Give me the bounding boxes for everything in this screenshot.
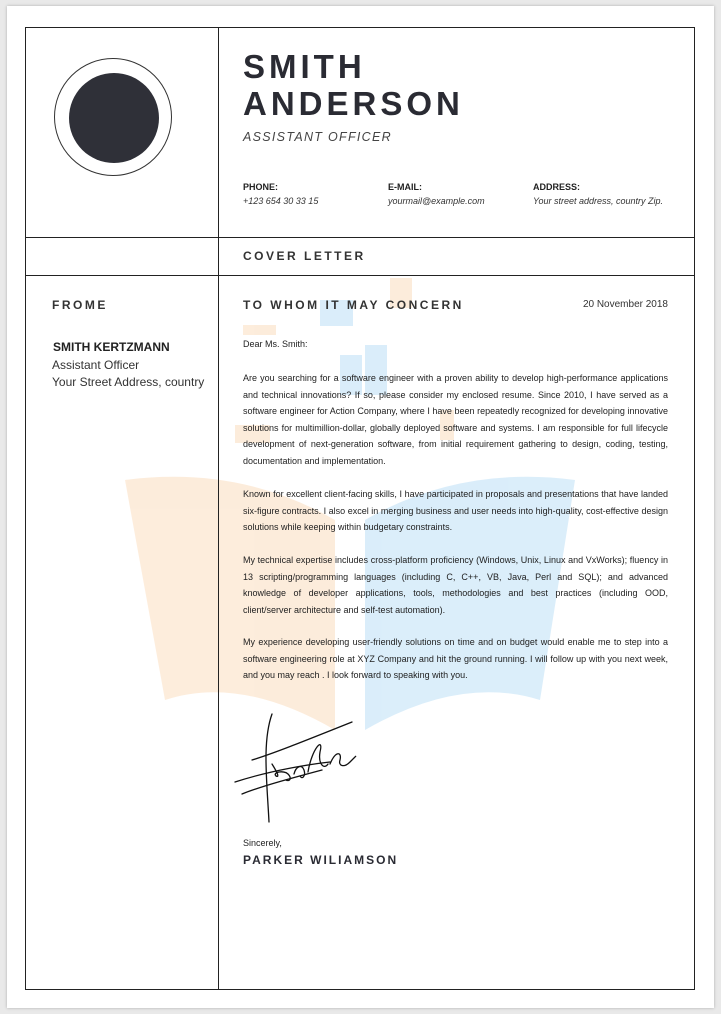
- salutation: Dear Ms. Smith:: [243, 339, 308, 349]
- applicant-name: [243, 48, 464, 122]
- phone-value: +123 654 30 33 15: [243, 196, 319, 206]
- email-label: E-MAIL:: [388, 182, 422, 192]
- email-block: [388, 180, 485, 208]
- sender-name: SMITH KERTZMANN: [53, 340, 170, 354]
- sender-role: Assistant Officer: [52, 358, 140, 372]
- section-divider: [25, 275, 695, 276]
- sender-address: Your Street Address, country: [52, 375, 205, 389]
- handwritten-signature: [232, 712, 362, 827]
- paragraph-3: My technical expertise includes cross-platform proficiency (Windows, Unix, Linux and VxWorks); fluency in 13 scripting/programming languages (including C, C++, VB, Java, Perl and SQL); and advanced knowledge of developer applications, tools, methodologies and best practices (including OOD, client/server architecture and self-test automation).: [243, 555, 668, 615]
- paragraph-4: My experience developing user-friendly solutions on time and on budget would enable me to step into a software engineering role at XYZ Company and hit the ground running. I will follow up with you next week, and you may reach . I look forward to speaking with you.: [243, 637, 668, 680]
- cover-letter-heading: COVER LETTER: [243, 249, 366, 263]
- applicant-title: ASSISTANT OFFICER: [243, 130, 392, 144]
- paragraph-1: Are you searching for a software engineer with a proven ability to develop high-performance applications and technical innovations? If so, please consider my enclosed resume. Since 2010, I have served as a software engineer for Action Company, where I have been repeatedly recognized for developing innovative solutions for multimillion-dollar, globally deployed software and systems. I am responsible for full lifecycle development of next-generation software, from initial requirement gathering to design, coding, testing, documentation and implementation.: [243, 373, 668, 466]
- last-name: ANDERSON: [243, 85, 464, 122]
- address-block: [533, 180, 663, 208]
- email-value: yourmail@example.com: [388, 196, 485, 206]
- first-name: SMITH: [243, 48, 366, 85]
- address-label: ADDRESS:: [533, 182, 581, 192]
- from-heading: FROME: [52, 298, 108, 312]
- column-divider: [218, 27, 219, 990]
- sign-off: Sincerely,: [243, 838, 282, 848]
- avatar: [69, 73, 159, 163]
- phone-label: PHONE:: [243, 182, 279, 192]
- signer-name: PARKER WILIAMSON: [243, 853, 399, 867]
- paragraph-2: Known for excellent client-facing skills, I have participated in proposals and presentations that have landed six-figure contracts. I also excel in merging business and user needs into high-quality, cost-effective design solutions while keeping within budgetary constraints.: [243, 489, 668, 532]
- phone-block: [243, 180, 318, 208]
- header-divider: [25, 237, 695, 238]
- letter-heading: TO WHOM IT MAY CONCERN: [243, 298, 464, 312]
- letter-date: 20 November 2018: [582, 299, 668, 310]
- address-value: Your street address, country Zip.: [533, 196, 664, 206]
